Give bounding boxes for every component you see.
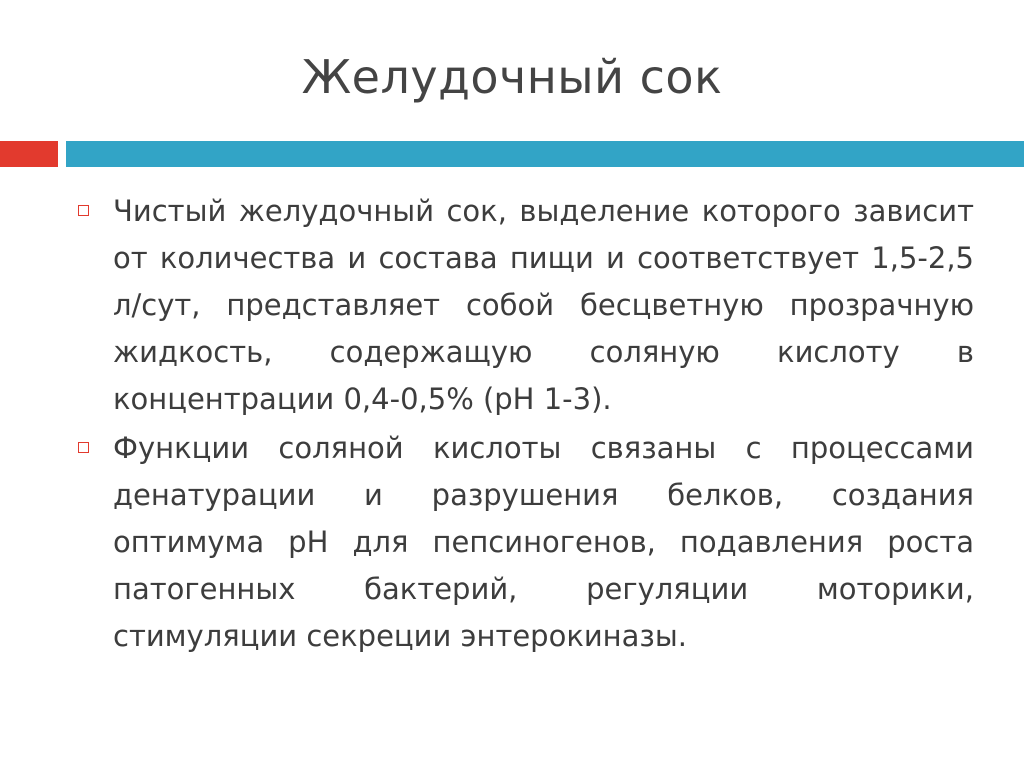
bullet-list <box>72 188 974 662</box>
bullet-item <box>72 188 974 423</box>
bullet-text: Чистый желудочный сок, выделение которого зависит от количества и состава пищи и соответствует 1,5-2,5 л/сут, представляет собой бесцветную прозрачную жидкость, содержащую соляную кислоту в концентрации 0,4-0,5% (рН 1-3). <box>113 194 974 416</box>
bullet-text: Функции соляной кислоты связаны с процессами денатурации и разрушения белков, создания оптимума рН для пепсиногенов, подавления роста патогенных бактерий, регуляции моторики, стимуляции секреции энтерокиназы. <box>113 431 974 653</box>
hollow-square-bullet-icon <box>78 442 89 453</box>
slide-title: Желудочный сок <box>301 50 723 104</box>
accent-bar-red <box>0 141 58 167</box>
bullet-item <box>72 425 974 660</box>
accent-bar-blue <box>66 141 1024 167</box>
hollow-square-bullet-icon <box>78 205 89 216</box>
